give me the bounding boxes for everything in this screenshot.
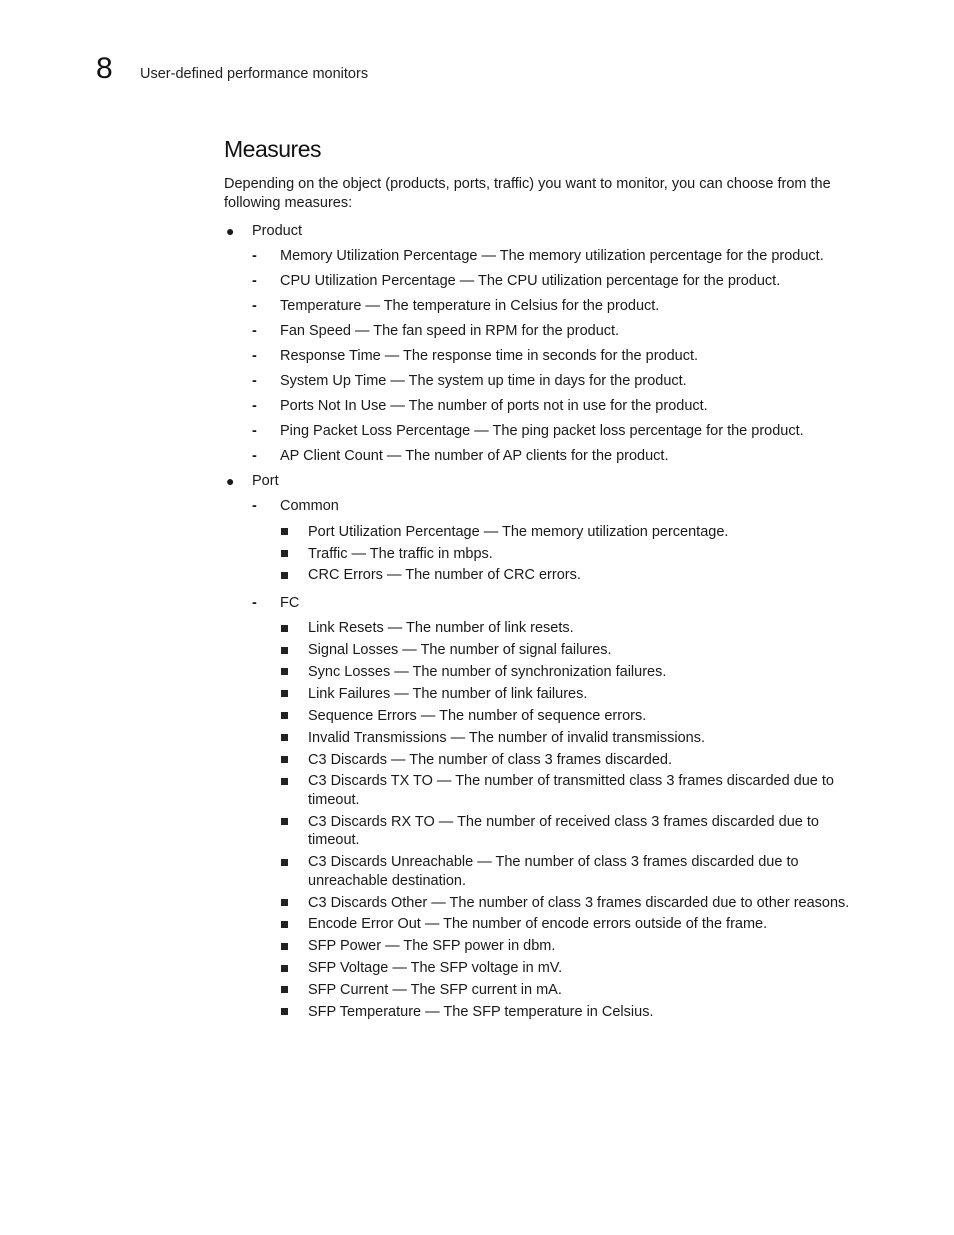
square-bullet-icon (281, 986, 288, 993)
square-bullet-icon (281, 818, 288, 825)
page-content (224, 130, 864, 1027)
port-measures-list (252, 494, 864, 1023)
measure-text: C3 Discards TX TO — The number of transmitted class 3 frames discarded due to timeout. (308, 773, 834, 808)
list-item (280, 705, 864, 727)
list-item (280, 543, 864, 565)
measure-text: Response Time — The response time in seconds for the product. (280, 348, 699, 364)
dash-icon: - (252, 423, 257, 439)
measures-list (224, 219, 864, 1023)
dash-icon: - (252, 498, 257, 514)
square-bullet-icon (281, 647, 288, 654)
measure-text: Invalid Transmissions — The number of invalid transmissions. (308, 729, 706, 746)
square-bullet-icon (281, 550, 288, 557)
square-bullet-icon (281, 965, 288, 972)
section-title: Measures (224, 136, 321, 162)
measure-text: Fan Speed — The fan speed in RPM for the product. (280, 323, 620, 339)
list-item (252, 444, 864, 469)
bullet-dot-icon: ● (226, 223, 235, 239)
measure-text: CRC Errors — The number of CRC errors. (308, 567, 581, 584)
measure-text: Sync Losses — The number of synchronization failures. (308, 664, 667, 681)
square-bullet-icon (281, 528, 288, 535)
square-bullet-icon (281, 734, 288, 741)
dash-icon: - (252, 323, 257, 339)
measure-text: CPU Utilization Percentage — The CPU utilization percentage for the product. (280, 273, 781, 289)
square-bullet-icon (281, 1008, 288, 1015)
product-measures-list (252, 244, 864, 469)
square-bullet-icon (281, 778, 288, 785)
dash-icon: - (252, 373, 257, 389)
measure-text: C3 Discards Unreachable — The number of class 3 frames discarded due to unreachable destination. (308, 854, 799, 889)
list-item (280, 565, 864, 587)
dash-icon: - (252, 448, 257, 464)
list-item (280, 811, 864, 851)
common-measures-list (280, 521, 864, 587)
measure-text: Signal Losses — The number of signal failures. (308, 642, 612, 659)
square-bullet-icon (281, 859, 288, 866)
square-bullet-icon (281, 572, 288, 579)
measure-text: Sequence Errors — The number of sequence errors. (308, 707, 647, 724)
dash-icon: - (252, 348, 257, 364)
measure-text: C3 Discards Other — The number of class 3 frames discarded due to other reasons. (308, 894, 850, 911)
dash-icon: - (252, 398, 257, 414)
measure-text: Memory Utilization Percentage — The memory utilization percentage for the product. (280, 248, 824, 264)
intro-paragraph: Depending on the object (products, ports, traffic) you want to monitor, you can choose from the following measures: (224, 176, 831, 211)
list-item (280, 892, 864, 914)
measure-text: Ping Packet Loss Percentage — The ping packet loss percentage for the product. (280, 423, 804, 439)
square-bullet-icon (281, 899, 288, 906)
square-bullet-icon (281, 668, 288, 675)
chapter-number: 8 (96, 52, 113, 85)
list-item (280, 683, 864, 705)
dash-icon: - (252, 248, 257, 264)
list-item (280, 1001, 864, 1023)
product-label: Product (252, 223, 302, 239)
measure-text: Traffic — The traffic in mbps. (308, 545, 493, 562)
dash-icon: - (252, 273, 257, 289)
list-item (280, 749, 864, 771)
dash-icon: - (252, 298, 257, 314)
measure-text: Port Utilization Percentage — The memory utilization percentage. (308, 523, 729, 540)
list-item-port (224, 469, 864, 1023)
square-bullet-icon (281, 712, 288, 719)
measure-text: System Up Time — The system up time in days for the product. (280, 373, 687, 389)
dash-icon: - (252, 594, 257, 611)
measure-text: Ports Not In Use — The number of ports not in use for the product. (280, 398, 708, 414)
measure-text: Encode Error Out — The number of encode errors outside of the frame. (308, 916, 768, 933)
list-item (280, 661, 864, 683)
square-bullet-icon (281, 690, 288, 697)
measure-text: AP Client Count — The number of AP clients for the product. (280, 448, 669, 464)
list-item (280, 727, 864, 749)
list-item (280, 618, 864, 640)
list-item (280, 958, 864, 980)
list-item (252, 394, 864, 419)
list-item (252, 319, 864, 344)
measure-text: SFP Current — The SFP current in mA. (308, 982, 562, 999)
list-item (252, 269, 864, 294)
list-item (280, 936, 864, 958)
square-bullet-icon (281, 943, 288, 950)
square-bullet-icon (281, 921, 288, 928)
measure-text: C3 Discards RX TO — The number of received class 3 frames discarded due to timeout. (308, 813, 819, 849)
measure-text: C3 Discards — The number of class 3 frames discarded. (308, 751, 672, 768)
measure-text: SFP Temperature — The SFP temperature in Celsius. (308, 1003, 654, 1020)
list-item (252, 294, 864, 319)
list-item-product (224, 219, 864, 469)
measure-text: Link Resets — The number of link resets. (308, 620, 574, 637)
list-item-fc (252, 591, 864, 1024)
list-item (280, 771, 864, 811)
list-item (252, 419, 864, 444)
list-item (252, 344, 864, 369)
list-item (252, 244, 864, 269)
fc-measures-list (280, 618, 864, 1024)
square-bullet-icon (281, 756, 288, 763)
list-item (280, 521, 864, 543)
common-label: Common (280, 498, 339, 514)
measure-text: SFP Power — The SFP power in dbm. (308, 938, 556, 955)
list-item (252, 369, 864, 394)
list-item (280, 914, 864, 936)
port-label: Port (252, 473, 279, 489)
list-item (280, 852, 864, 892)
list-item (280, 979, 864, 1001)
list-item-common (252, 494, 864, 587)
measure-text: SFP Voltage — The SFP voltage in mV. (308, 960, 563, 977)
measure-text: Temperature — The temperature in Celsius for the product. (280, 298, 660, 314)
list-item (280, 640, 864, 662)
fc-label: FC (280, 594, 300, 611)
square-bullet-icon (281, 625, 288, 632)
running-header-title: User-defined performance monitors (140, 66, 369, 82)
measure-text: Link Failures — The number of link failures. (308, 685, 588, 702)
bullet-dot-icon: ● (226, 473, 235, 489)
